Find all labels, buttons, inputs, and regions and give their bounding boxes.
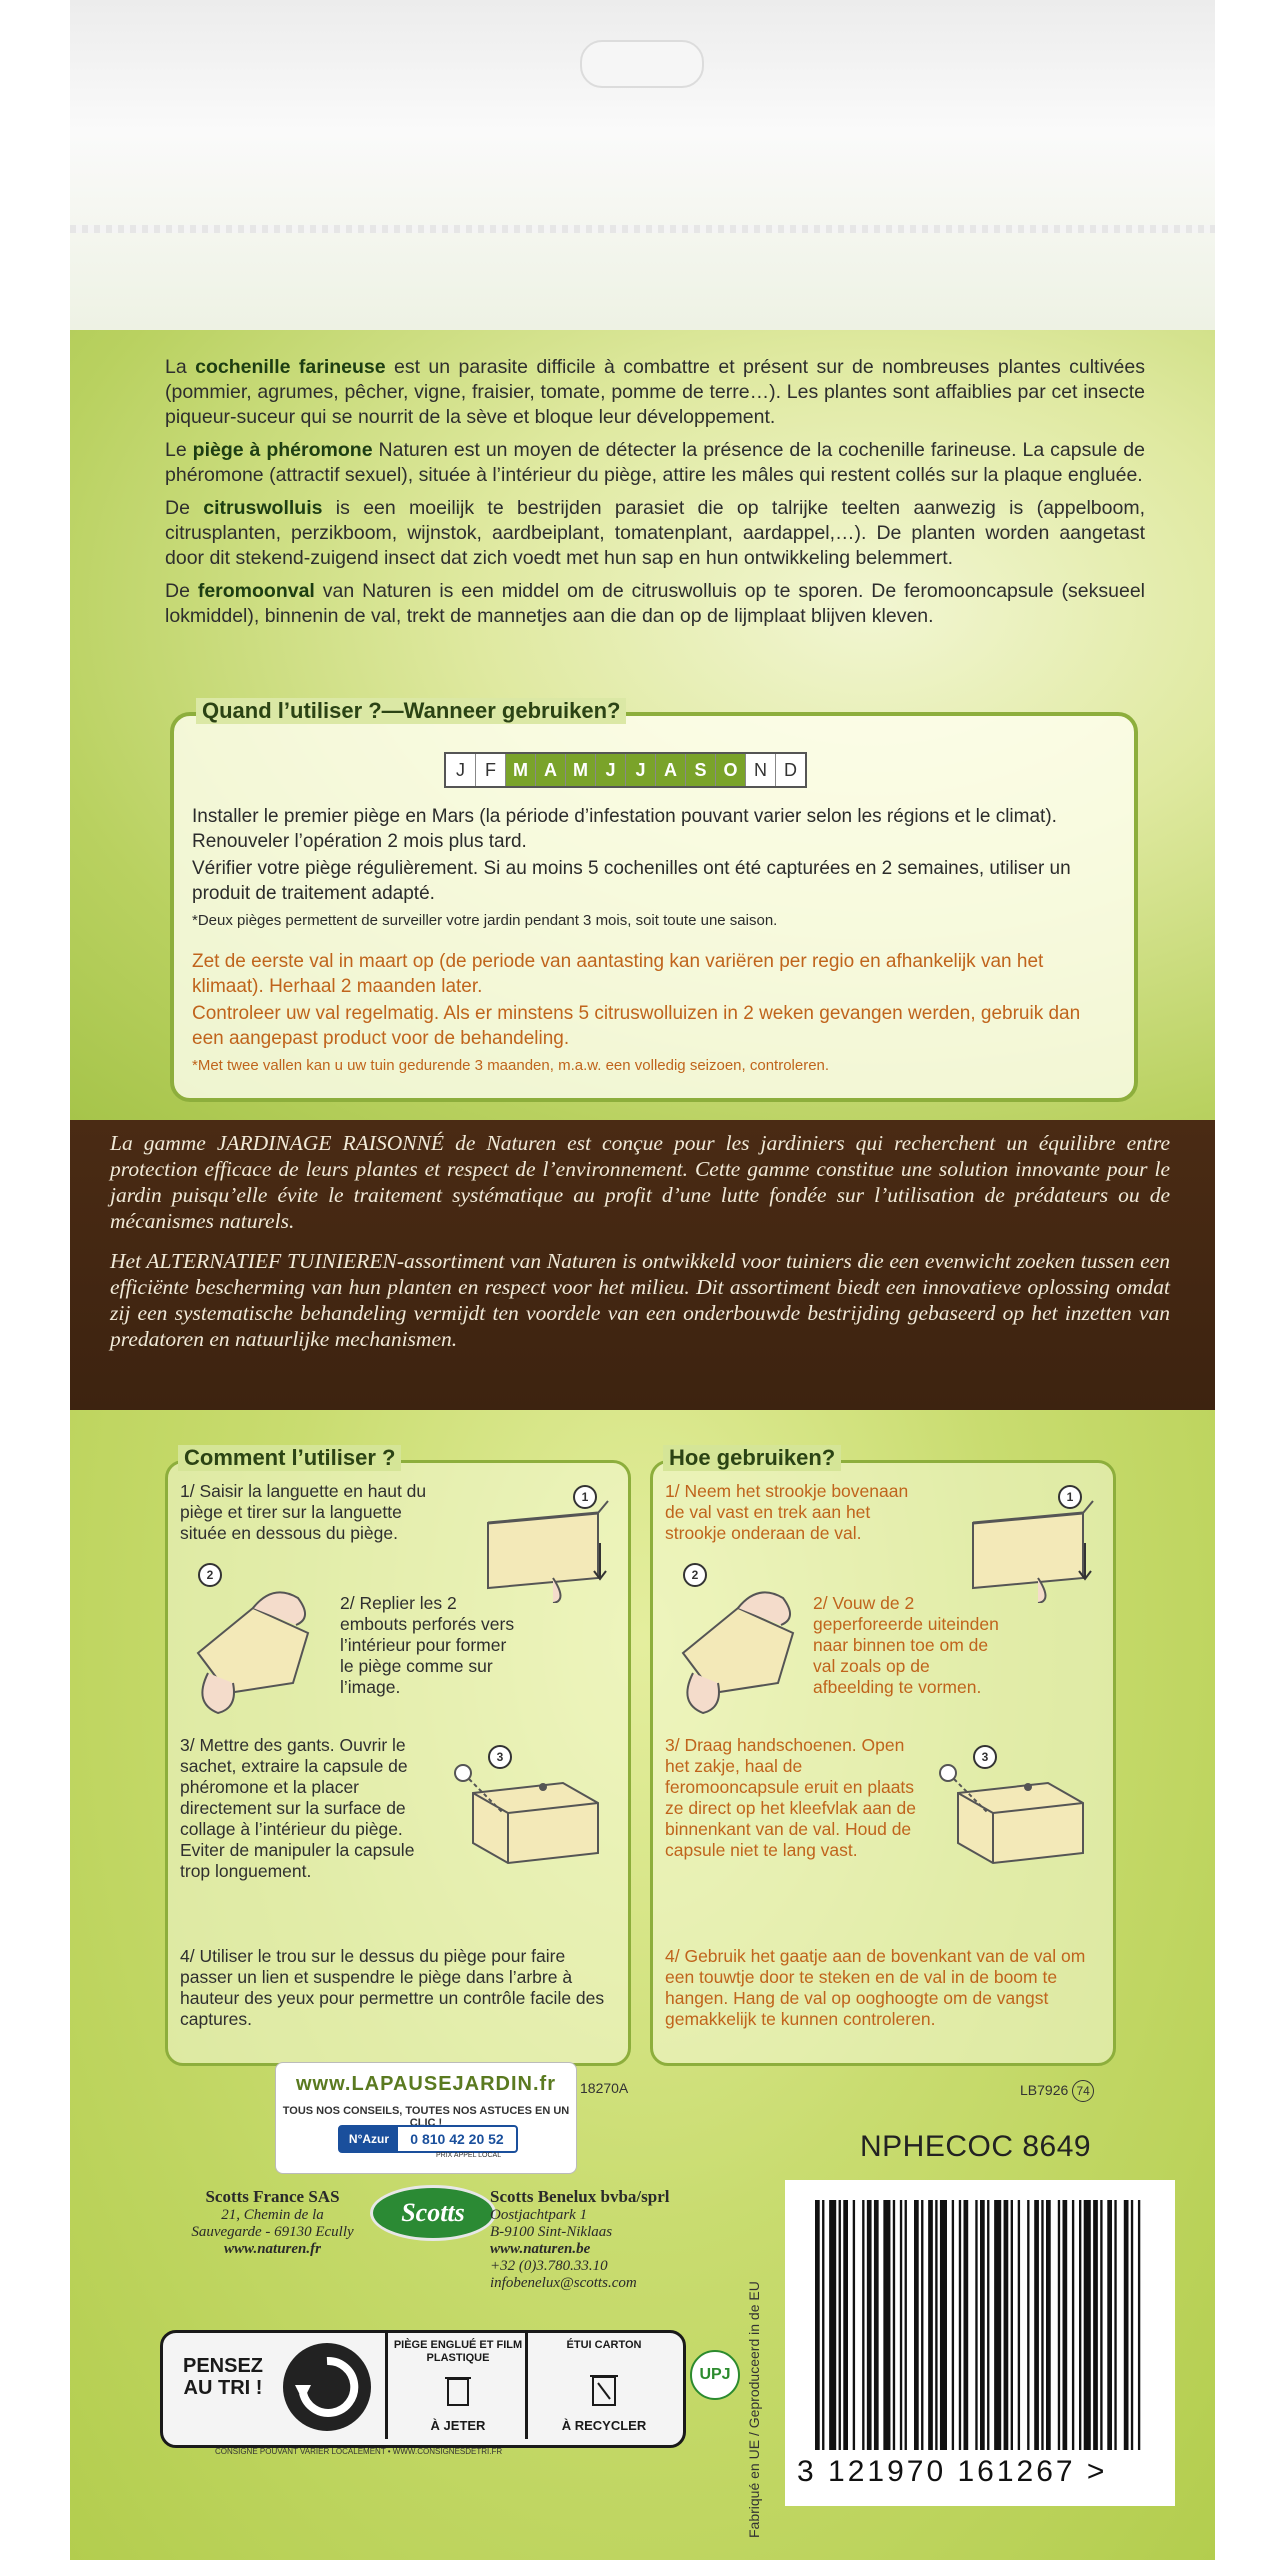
barcode-bar xyxy=(1034,2200,1039,2450)
month-cell: M xyxy=(566,754,596,786)
triman-recycle-icon xyxy=(283,2343,371,2431)
barcode-bar xyxy=(1107,2200,1112,2450)
barcode-bar xyxy=(975,2200,977,2450)
when-title: Quand l’utiliser ?—Wanneer gebruiken? xyxy=(196,698,626,724)
step-3-nl: 3/ Draag handschoenen. Open het zakje, haal de feromooncapsule eruit en plaats ze direct op het kleefvlak aan de binnenkant van de val. Houd de capsule niet te lang vast. xyxy=(665,1735,916,1860)
month-cell: D xyxy=(776,754,805,786)
barcode-bars xyxy=(815,2200,1145,2450)
step-2-nl: 2/ Vouw de 2 geperforeerde uiteinden naar binnen toe om de val zoals op de afbeelding te vormen. xyxy=(813,1593,999,1697)
barcode-bar xyxy=(1138,2200,1140,2450)
month-cell: M xyxy=(506,754,536,786)
recycle-col-recycle-label: ÉTUI CARTON xyxy=(566,2339,642,2351)
recycling-note: CONSIGNE POUVANT VARIER LOCALEMENT • WWW.CONSIGNESDETRI.FR xyxy=(215,2447,503,2456)
trap-illustration-2-nl xyxy=(663,1563,833,1723)
barcode xyxy=(785,2180,1175,2506)
range-nl: Het ALTERNATIEF TUINIEREN-assortiment van Naturen is ontwikkeld voor tuiniers die een evenwicht zoeken tussen een efficiënte bescherming van hun planten en respect voor het milieu. Dit assortiment biedt een innovatieve oplossing omdat zij een systematische behandeling vermijdt ten voordele van een onderbouwde bestrijding gebaseerd op het inzetten van predatoren en natuurlijke mechanismen. xyxy=(110,1249,1170,1351)
barcode-bar xyxy=(928,2200,933,2450)
company-benelux-mail: infobenelux@scotts.com xyxy=(490,2275,637,2291)
trap-illustration-3-nl xyxy=(918,1743,1098,1873)
step-1-nl: 1/ Neem het strookje bovenaan de val vast en trek aan het strookje onderaan de val. xyxy=(665,1481,909,1543)
range-band xyxy=(70,1120,1215,1410)
barcode-bar xyxy=(822,2200,824,2450)
trash-bin-icon xyxy=(443,2373,473,2407)
lot-circle-number: 74 xyxy=(1072,2080,1094,2102)
barcode-bar xyxy=(905,2200,907,2450)
recycle-col-recycle-action: À RECYCLER xyxy=(561,2418,647,2433)
website-url[interactable]: www.LAPAUSEJARDIN.fr xyxy=(295,2073,557,2095)
how-title-fr: Comment l’utiliser ? xyxy=(178,1445,401,1471)
range-text xyxy=(110,1130,1170,1366)
upj-logo: UPJ xyxy=(690,2350,740,2400)
trap-illustration-3 xyxy=(433,1743,613,1873)
scotts-logo: Scotts xyxy=(370,2185,496,2241)
barcode-bar xyxy=(893,2200,895,2450)
barcode-bar xyxy=(1018,2200,1020,2450)
recycle-col-throw-action: À JETER xyxy=(430,2418,486,2433)
heat-seal xyxy=(70,225,1215,233)
barcode-bar xyxy=(815,2200,820,2450)
company-france-name: Scotts France SAS xyxy=(205,2187,340,2206)
company-benelux-name: Scotts Benelux bvba/sprl xyxy=(490,2187,670,2206)
how-to-use-fr xyxy=(165,1445,631,2066)
step-number-2: 2 xyxy=(198,1563,222,1587)
barcode-bar xyxy=(964,2200,969,2450)
when-fr-1: Installer le premier piège en Mars (la période d’infestation pouvant varier selon les régions et le climat). Renouveler l’opération 2 mois plus tard. xyxy=(192,806,1057,852)
company-benelux-phone: +32 (0)3.780.33.10 xyxy=(490,2258,608,2274)
barcode-bar xyxy=(1011,2200,1013,2450)
recycle-col-recycle xyxy=(525,2333,680,2439)
barcode-bar xyxy=(1100,2200,1102,2450)
when-fr-2: Vérifier votre piège régulièrement. Si au moins 5 cochenilles ont été capturées en 2 semaines, utiliser un produit de traitement adapté. xyxy=(192,858,1071,904)
when-to-use-box xyxy=(170,698,1138,1102)
barcode-bar xyxy=(980,2200,985,2450)
barcode-bar xyxy=(862,2200,864,2450)
hang-tab xyxy=(70,0,1215,330)
month-cell: J xyxy=(596,754,626,786)
company-benelux-web: www.naturen.be xyxy=(490,2241,591,2257)
recycle-arrows-icon xyxy=(283,2343,371,2431)
company-france xyxy=(150,2187,395,2258)
company-benelux-address-1: Oostjachtpark 1 xyxy=(490,2207,588,2223)
trap-illustration-2 xyxy=(178,1563,348,1723)
when-nl-1: Zet de eerste val in maart op (de periode van aantasting kan variëren per regio en afhankelijk van het klimaat). Herhaal 2 maanden later. xyxy=(192,951,1044,997)
month-calendar xyxy=(444,752,807,788)
when-fr-note: *Deux pièges permettent de surveiller votre jardin pendant 3 mois, soit toute une saison. xyxy=(192,912,778,929)
website-tagline: TOUS NOS CONSEILS, TOUTES NOS ASTUCES EN UN CLIC ! xyxy=(282,2105,570,2129)
azur-label: N°Azur xyxy=(340,2127,398,2151)
month-cell: F xyxy=(476,754,506,786)
month-cell: S xyxy=(686,754,716,786)
step-2-fr: 2/ Replier les 2 embouts perforés vers l’intérieur pour former le piège comme sur l’image. xyxy=(340,1593,515,1697)
step-3-fr: 3/ Mettre des gants. Ouvrir le sachet, extraire la capsule de phéromone et la placer directement sur la surface de collage à l’intérieur du piège. Eviter de manipuler la capsule trop longuement. xyxy=(180,1735,415,1881)
barcode-bar xyxy=(874,2200,879,2450)
recycle-col-throw xyxy=(385,2333,528,2439)
when-text xyxy=(192,804,1112,1080)
azur-price-note: PRIX APPEL LOCAL xyxy=(436,2152,502,2159)
month-cell: J xyxy=(626,754,656,786)
recycle-col-throw-label: PIÈGE ENGLUÉ ET FILM PLASTIQUE xyxy=(393,2339,523,2364)
barcode-bar xyxy=(1041,2200,1043,2450)
step-number-2-nl: 2 xyxy=(683,1563,707,1587)
step-4-nl: 4/ Gebruik het gaatje aan de bovenkant van de val om een touwtje door te steken en de val in de boom te hangen. Hang de val op ooghoogte om de vangst gemakkelijk te kunnen controleren. xyxy=(665,1946,1086,2029)
barcode-bar xyxy=(1027,2200,1029,2450)
hang-hole xyxy=(580,40,704,88)
product-code: NPHECOC 8649 xyxy=(860,2130,1092,2163)
barcode-bar xyxy=(867,2200,872,2450)
step-1-fr: 1/ Saisir la languette en haut du piège et tirer sur la languette située en dessous du piège. xyxy=(180,1481,427,1543)
barcode-bar xyxy=(1058,2200,1060,2450)
when-nl-2: Controleer uw val regelmatig. Als er minstens 5 citruswolluizen in 2 weken gevangen werden, gebruik dan een aangepast product voor de behandeling. xyxy=(192,1003,1081,1049)
barcode-bar xyxy=(900,2200,902,2450)
azur-number: 0 810 42 20 52 xyxy=(410,2131,504,2147)
how-to-use-nl xyxy=(650,1445,1116,2066)
intro-fr-p2: Le piège à phéromone Naturen est un moyen de détecter la présence de la cochenille farineuse. La capsule de phéromone (attractif sexuel), située à l’intérieur du piège, attire les mâles qui restent collés sur la plaque engluée. xyxy=(165,439,1145,486)
barcode-bar xyxy=(829,2200,836,2450)
azur-phone-badge xyxy=(338,2125,518,2153)
barcode-bar xyxy=(959,2200,961,2450)
barcode-bar xyxy=(1046,2200,1051,2450)
company-benelux-address-2: B-9100 Sint-Niklaas xyxy=(490,2224,613,2240)
barcode-bar xyxy=(987,2200,989,2450)
company-france-web: www.naturen.fr xyxy=(224,2241,321,2257)
company-benelux xyxy=(490,2187,730,2292)
month-cell: N xyxy=(746,754,776,786)
step-number-1: 1 xyxy=(573,1485,597,1509)
made-in-eu: Fabriqué en UE / Geproduceerd in de EU xyxy=(746,2281,762,2538)
barcode-bar xyxy=(1004,2200,1009,2450)
barcode-bar xyxy=(853,2200,855,2450)
website-panel xyxy=(275,2062,577,2174)
barcode-bar xyxy=(940,2200,947,2450)
intro-text xyxy=(165,355,1145,637)
barcode-bar xyxy=(843,2200,848,2450)
step-number-3: 3 xyxy=(488,1745,512,1769)
step-number-3-nl: 3 xyxy=(973,1745,997,1769)
barcode-bar xyxy=(1063,2200,1068,2450)
barcode-bar xyxy=(921,2200,923,2450)
barcode-bar xyxy=(1084,2200,1091,2450)
barcode-bar xyxy=(1093,2200,1098,2450)
step-4-fr: 4/ Utiliser le trou sur le dessus du piège pour faire passer un lien et suspendre le piège dans l’arbre à hauteur des yeux pour permettre un contrôle facile des captures. xyxy=(180,1946,605,2029)
pensez-au-tri: PENSEZ AU TRI ! xyxy=(182,2355,264,2399)
intro-nl-p2: De feromoonval van Naturen is een middel om de citruswolluis op te sporen. De feromooncapsule (seksueel lokmiddel), binnenin de val, trekt de mannetjes aan die dan op de lijmplaat blijven kleven. xyxy=(165,580,1145,627)
intro-nl-p1: De citruswolluis is een moeilijk te bestrijden parasiet die op talrijke teelten aanwezig is (appelboom, citrusplanten, perzikboom, wijnstok, aardbeiplant, tomatenplant, aardappel,…). De planten worden aangetast door dit stekend-zuigend insect dat zich voedt met hun sap en hun ontwikkeling belemmert. xyxy=(165,497,1145,569)
barcode-digits: 3 121970 161267 > xyxy=(797,2455,1108,2488)
barcode-bar xyxy=(883,2200,890,2450)
batch-code: 18270A xyxy=(580,2080,629,2096)
barcode-bar xyxy=(952,2200,954,2450)
recycle-bin-icon xyxy=(588,2369,620,2407)
lot-code: LB7926 74 xyxy=(1020,2080,1094,2102)
barcode-bar xyxy=(935,2200,937,2450)
recycling-info-box xyxy=(160,2330,686,2448)
when-nl-note: *Met twee vallen kan u uw tuin gedurende 3 maanden, m.a.w. een volledig seizoen, controleren. xyxy=(192,1057,830,1074)
barcode-bar xyxy=(1131,2200,1133,2450)
barcode-bar xyxy=(1079,2200,1081,2450)
barcode-bar xyxy=(994,2200,1001,2450)
how-title-nl: Hoe gebruiken? xyxy=(663,1445,841,1471)
package-back xyxy=(70,0,1215,2560)
barcode-bar xyxy=(1072,2200,1074,2450)
range-fr: La gamme JARDINAGE RAISONNÉ de Naturen est conçue pour les jardiniers qui recherchent un équilibre entre protection efficace de leurs plantes et respect de l’environnement. Cette gamme constitue une solution innovante pour le jardin puisqu’elle évite le traitement systématique au profit d’une lutte fondée sur l’utilisation de prédateurs ou de mécanismes naturels. xyxy=(110,1131,1170,1233)
barcode-bar xyxy=(1114,2200,1116,2450)
barcode-bar xyxy=(1124,2200,1129,2450)
month-cell: A xyxy=(536,754,566,786)
month-cell: O xyxy=(716,754,746,786)
month-cell: A xyxy=(656,754,686,786)
month-cell: J xyxy=(446,754,476,786)
barcode-bar xyxy=(839,2200,841,2450)
company-france-address-1: 21, Chemin de la xyxy=(221,2207,324,2223)
company-france-address-2: Sauvegarde - 69130 Ecully xyxy=(191,2224,354,2240)
step-number-1-nl: 1 xyxy=(1058,1485,1082,1509)
barcode-bar xyxy=(914,2200,919,2450)
intro-fr-p1: La cochenille farineuse est un parasite difficile à combattre et présent sur de nombreuses plantes cultivées (pommier, agrumes, pêcher, vigne, fraisier, tomate, pomme de terre…). Les plantes sont affaiblies par cet insecte piqueur-suceur qui se nourrit de la sève et bloque leur développement. xyxy=(165,356,1145,428)
